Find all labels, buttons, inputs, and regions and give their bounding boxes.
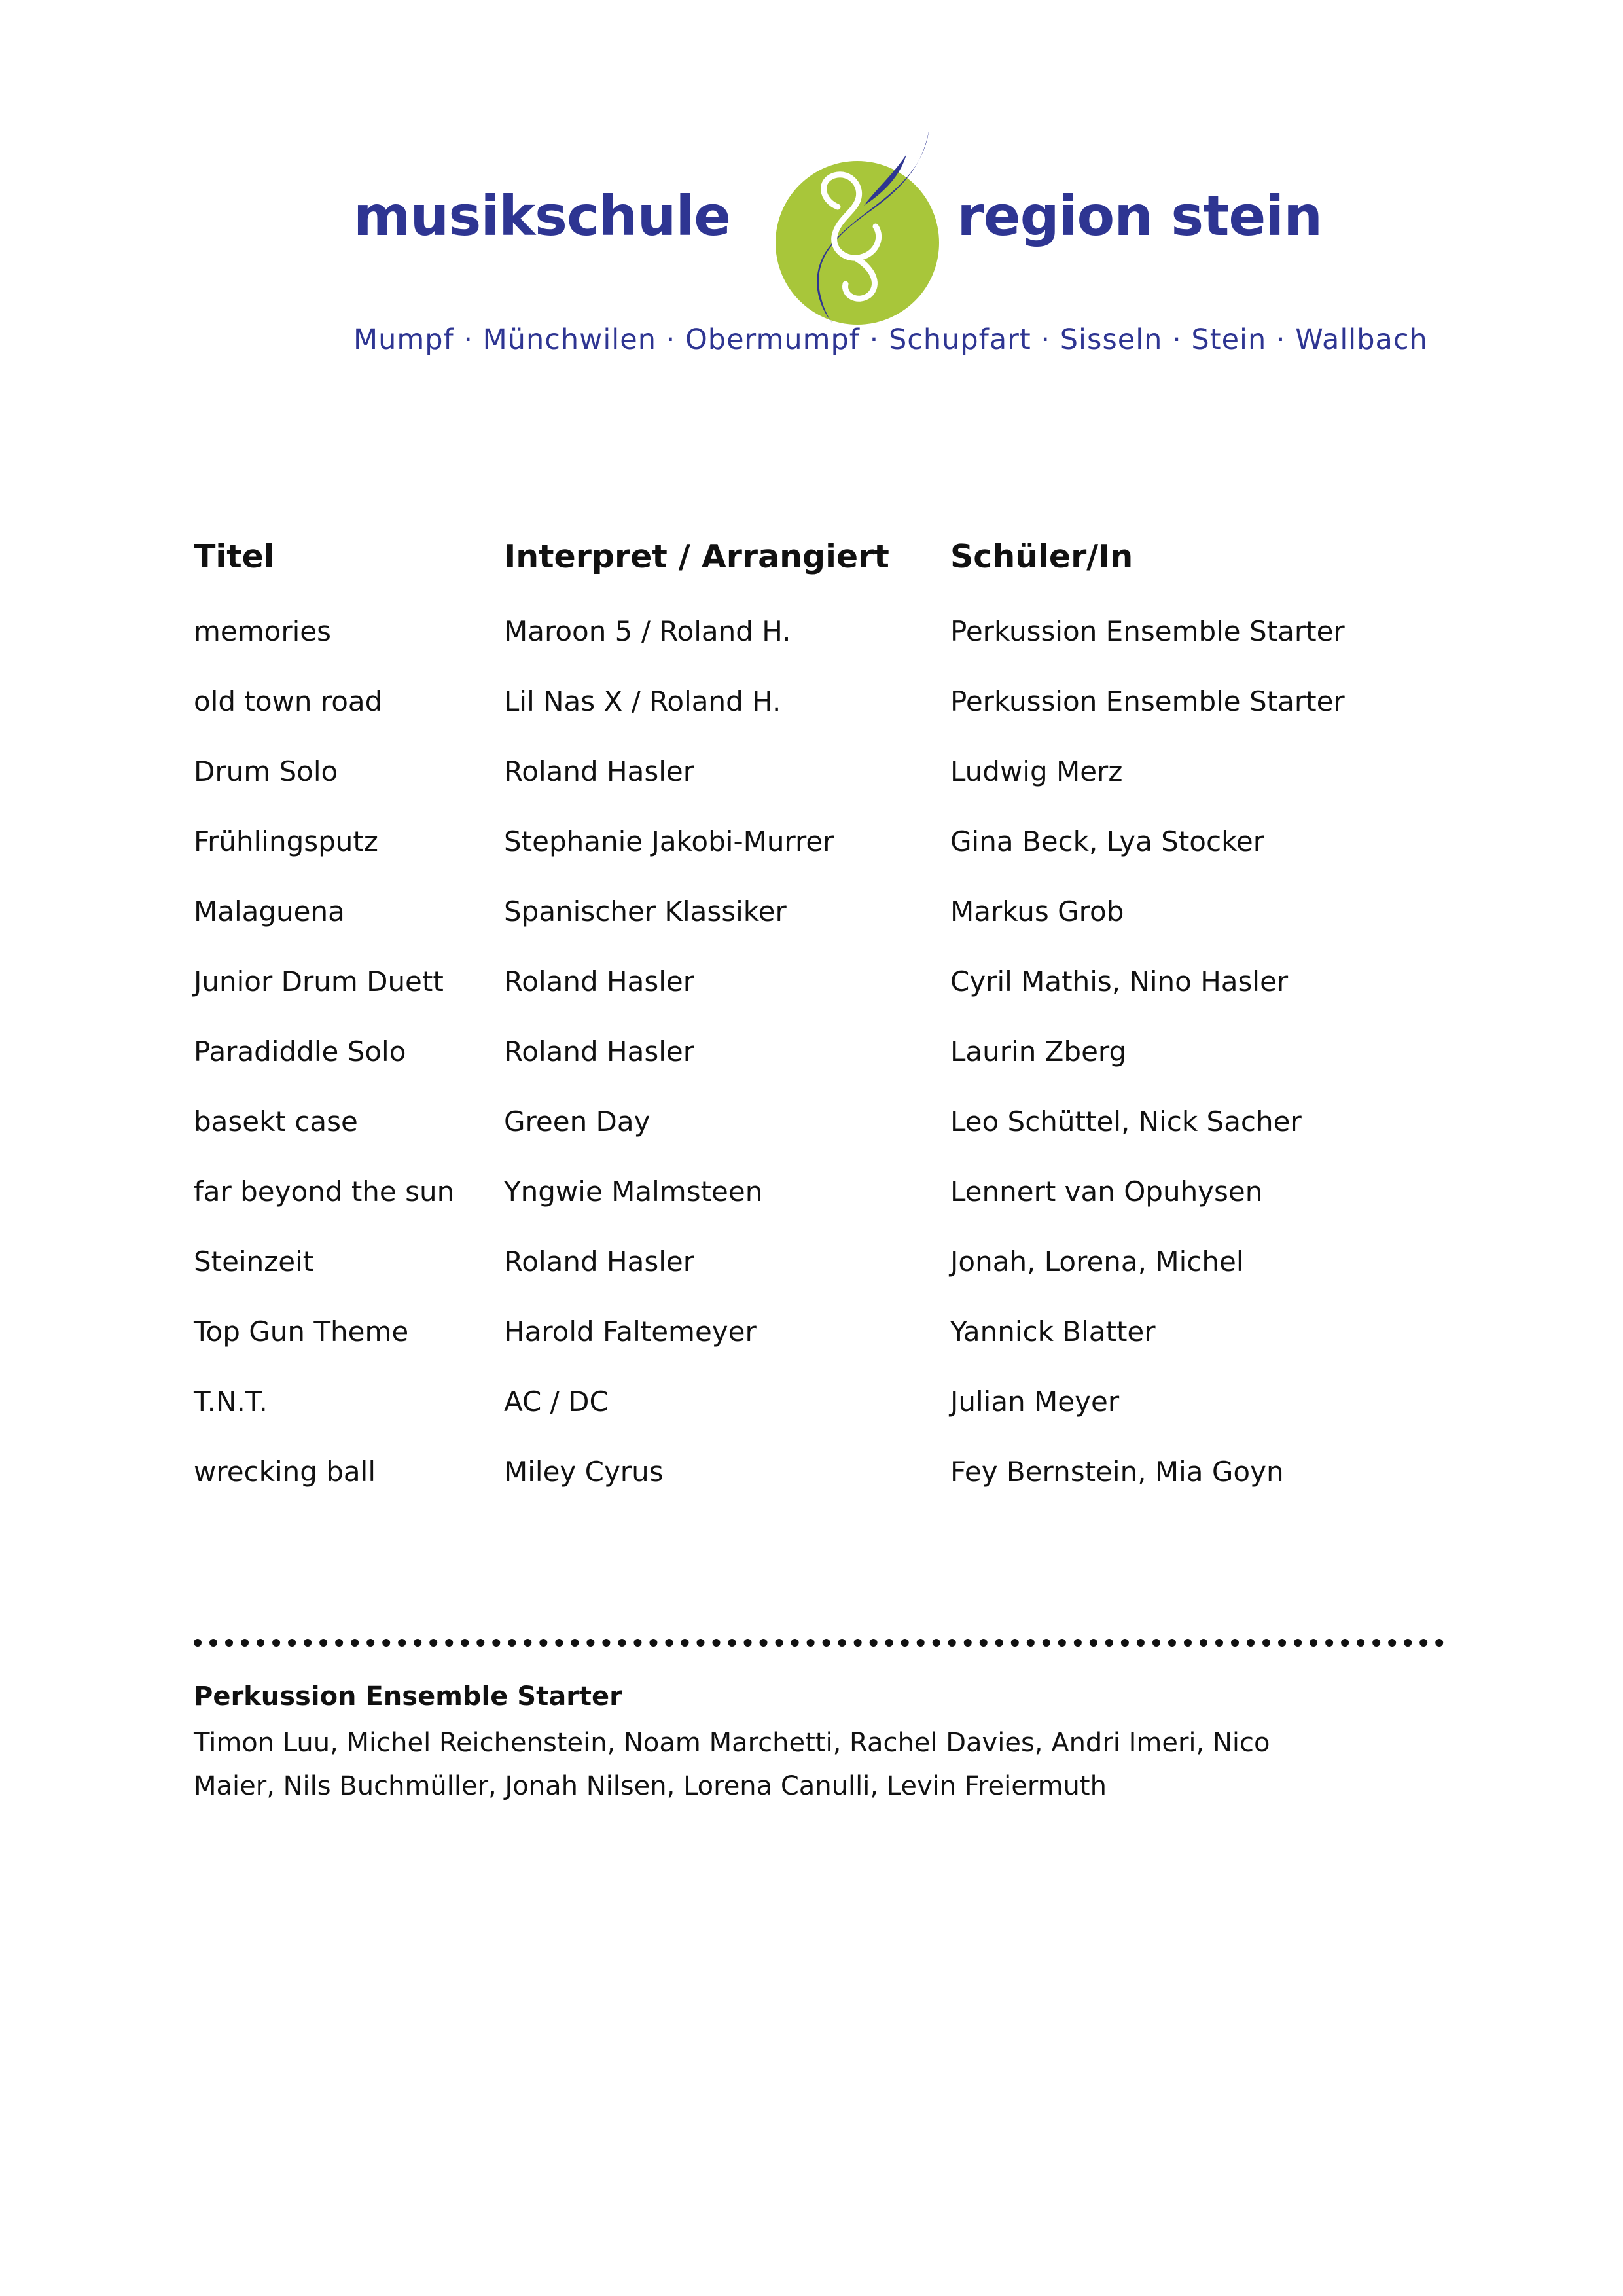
cell-title: Frühlingsputz [194,825,378,857]
cell-title: Top Gun Theme [194,1316,409,1348]
table-row [194,615,1437,688]
header-student: Schüler/In [950,538,1133,575]
cell-student: Yannick Blatter [950,1316,1156,1348]
cell-artist: Roland Hasler [504,1035,695,1067]
cell-student: Markus Grob [950,895,1124,927]
cell-title: Paradiddle Solo [194,1035,406,1067]
table-row [194,895,1437,968]
dotted-divider [194,1639,1444,1647]
logo [353,128,1428,364]
header-artist: Interpret / Arrangiert [504,538,889,575]
cell-title: basekt case [194,1105,358,1138]
ensemble-note [194,1681,1346,1808]
cell-artist: Stephanie Jakobi-Murrer [504,825,834,857]
logo-word-musikschule: musikschule [353,184,731,248]
cell-student: Gina Beck, Lya Stocker [950,825,1265,857]
table-row [194,1248,1437,1318]
cell-artist: Roland Hasler [504,965,695,997]
cell-title: old town road [194,685,383,717]
cell-student: Ludwig Merz [950,755,1123,787]
logo-places: Mumpf · Münchwilen · Obermumpf · Schupfart · Sisseln · Stein · Wallbach [353,323,1428,356]
table-row [194,1105,1437,1178]
table-row [194,965,1437,1038]
cell-title: Steinzeit [194,1246,314,1278]
cell-artist: Lil Nas X / Roland H. [504,685,781,717]
cell-artist: Yngwie Malmsteen [504,1175,763,1208]
table-row [194,1318,1437,1388]
cell-student: Lennert van Opuhysen [950,1175,1263,1208]
table-row [194,755,1437,828]
cell-title: wrecking ball [194,1456,376,1488]
ensemble-title: Perkussion Ensemble Starter [194,1681,622,1712]
cell-artist: Roland Hasler [504,1246,695,1278]
cell-title: Malaguena [194,895,345,927]
cell-student: Laurin Zberg [950,1035,1127,1067]
cell-student: Jonah, Lorena, Michel [950,1246,1244,1278]
cell-student: Cyril Mathis, Nino Hasler [950,965,1289,997]
table-row [194,1388,1437,1458]
cell-title: Junior Drum Duett [194,965,444,997]
program-table [194,538,1437,1528]
cell-student: Perkussion Ensemble Starter [950,685,1345,717]
cell-artist: Spanischer Klassiker [504,895,787,927]
table-row [194,1175,1437,1248]
cell-artist: Maroon 5 / Roland H. [504,615,791,647]
table-row [194,1458,1437,1528]
cell-title: Drum Solo [194,755,338,787]
table-header [194,538,1437,618]
cell-artist: Harold Faltemeyer [504,1316,757,1348]
table-row [194,685,1437,758]
cell-title: T.N.T. [194,1386,268,1418]
table-row [194,825,1437,898]
cell-artist: Roland Hasler [504,755,695,787]
header-title: Titel [194,538,275,575]
cell-student: Fey Bernstein, Mia Goyn [950,1456,1284,1488]
clef-emblem-icon [759,128,955,325]
cell-artist: AC / DC [504,1386,609,1418]
cell-student: Leo Schüttel, Nick Sacher [950,1105,1302,1138]
logo-word-region-stein: region stein [957,184,1322,248]
cell-student: Julian Meyer [950,1386,1120,1418]
cell-artist: Green Day [504,1105,651,1138]
table-row [194,1035,1437,1108]
cell-title: memories [194,615,332,647]
cell-student: Perkussion Ensemble Starter [950,615,1345,647]
cell-title: far beyond the sun [194,1175,455,1208]
ensemble-members: Timon Luu, Michel Reichenstein, Noam Marchetti, Rachel Davies, Andri Imeri, Nico Maier, Nils Buchmüller, Jonah Nilsen, Lorena Canulli, Levin Freiermuth [194,1728,1270,1801]
cell-artist: Miley Cyrus [504,1456,664,1488]
